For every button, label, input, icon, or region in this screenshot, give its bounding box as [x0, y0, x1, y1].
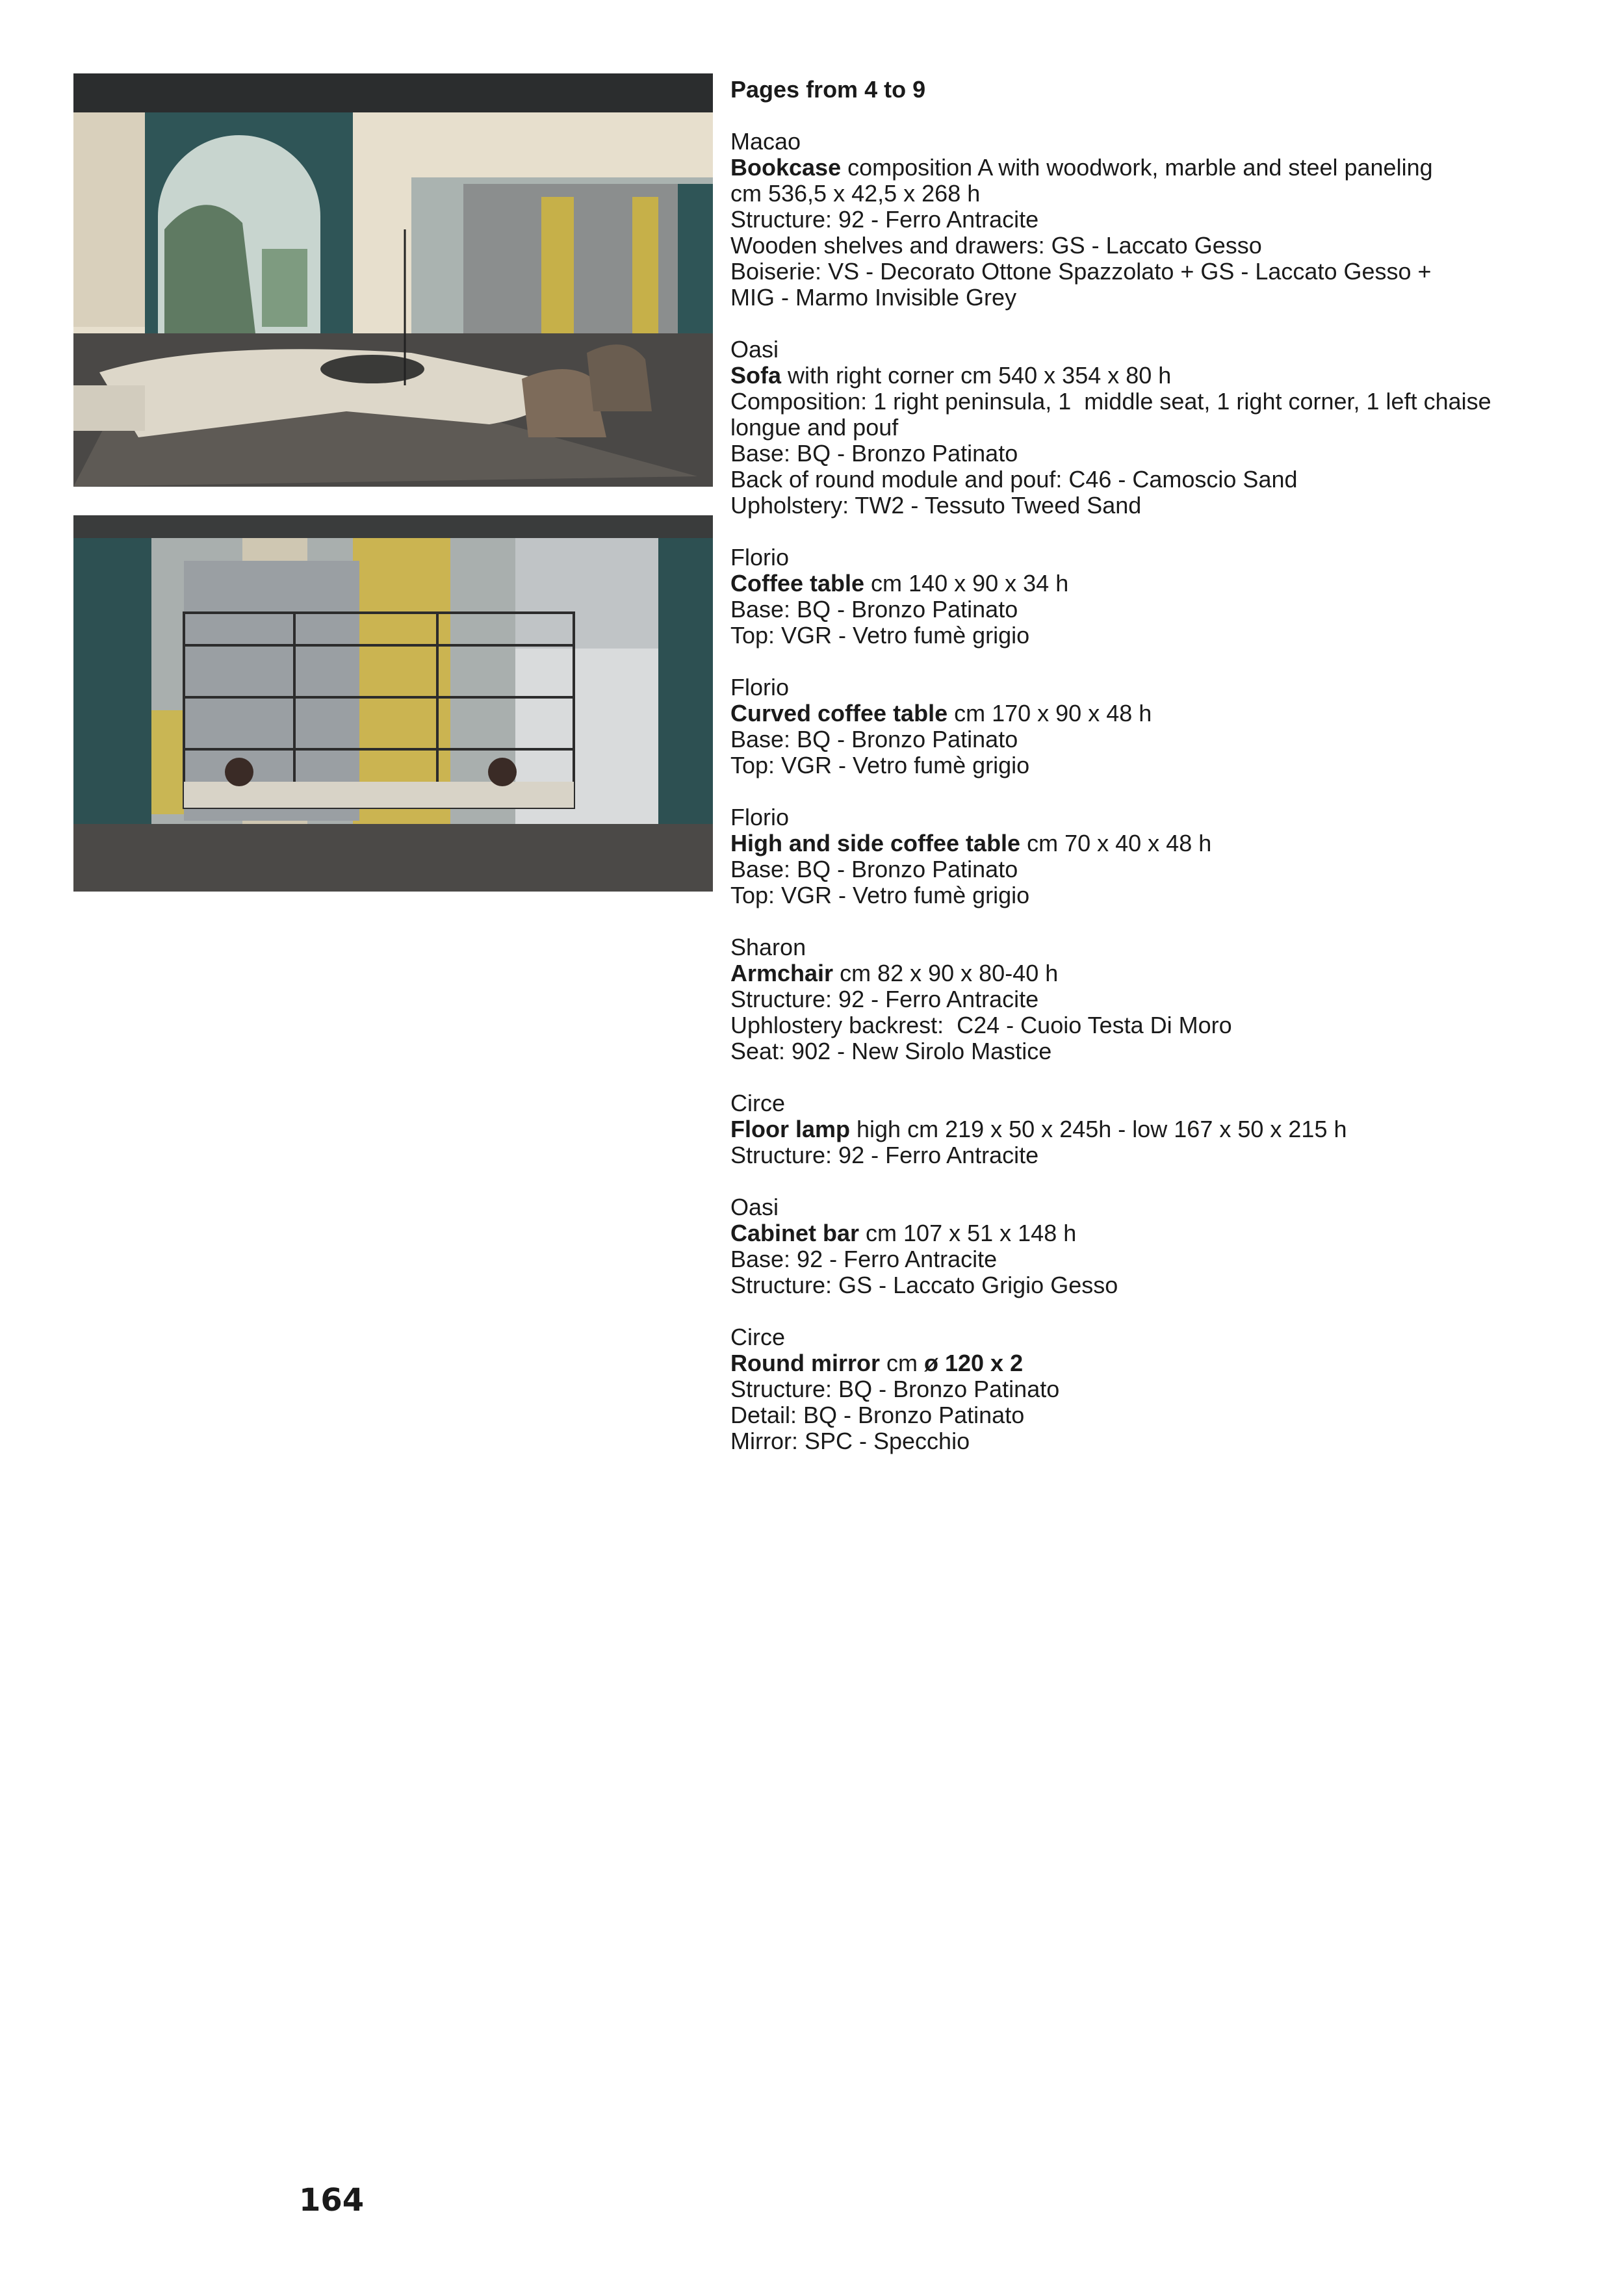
- product-entry: [730, 1194, 1588, 1298]
- product-name-line: [730, 960, 1588, 986]
- product-entry: [730, 1090, 1588, 1168]
- spec-line: Base: BQ - Bronzo Patinato: [730, 856, 1018, 882]
- product-dimensions-bold: ø 120 x 2: [924, 1350, 1024, 1376]
- product-list: [730, 129, 1588, 1454]
- spec-line: Structure: BQ - Bronzo Patinato: [730, 1376, 1060, 1402]
- bookcase-photo: [73, 515, 713, 892]
- spec-line: cm 536,5 x 42,5 x 268 h: [730, 180, 981, 207]
- product-name: Bookcase: [730, 154, 842, 181]
- bookcase-illustration: [73, 515, 713, 892]
- section-heading: Pages from 4 to 9: [730, 76, 926, 103]
- product-name-line: [730, 363, 1588, 389]
- product-entry: [730, 337, 1588, 519]
- spec-line: Wooden shelves and drawers: GS - Laccato Gesso: [730, 232, 1262, 259]
- product-name-line: [730, 1116, 1588, 1142]
- product-entry: [730, 1324, 1588, 1454]
- product-name-line: [730, 830, 1588, 856]
- product-dimensions: high cm 219 x 50 x 245h - low 167 x 50 x 215 h: [850, 1116, 1347, 1142]
- product-name: Coffee table: [730, 570, 865, 597]
- spec-line: Base: BQ - Bronzo Patinato: [730, 440, 1018, 467]
- spec-line: Mirror: SPC - Specchio: [730, 1428, 970, 1454]
- spec-line: Top: VGR - Vetro fumè grigio: [730, 752, 1030, 778]
- product-dimensions: cm 170 x 90 x 48 h: [947, 700, 1152, 726]
- product-name-line: [730, 1350, 1588, 1376]
- collection-name: Florio: [730, 674, 790, 701]
- product-details: [730, 77, 1588, 1480]
- product-name: Round mirror: [730, 1350, 880, 1376]
- product-entry: [730, 129, 1588, 311]
- spec-line: Composition: 1 right peninsula, 1 middle seat, 1 right corner, 1 left chaise: [730, 388, 1491, 415]
- product-name: Cabinet bar: [730, 1220, 860, 1246]
- product-entry: [730, 804, 1588, 908]
- living-room-photo: [73, 73, 713, 487]
- product-entry: [730, 545, 1588, 649]
- product-name-line: [730, 1220, 1588, 1246]
- product-entry: [730, 934, 1588, 1064]
- product-name: Floor lamp: [730, 1116, 851, 1142]
- spec-line: MIG - Marmo Invisible Grey: [730, 284, 1017, 311]
- collection-name: Florio: [730, 544, 790, 571]
- spec-line: Upholstery: TW2 - Tessuto Tweed Sand: [730, 492, 1142, 519]
- spec-line: Base: BQ - Bronzo Patinato: [730, 596, 1018, 623]
- spec-line: Base: BQ - Bronzo Patinato: [730, 726, 1018, 752]
- spec-line: Detail: BQ - Bronzo Patinato: [730, 1402, 1025, 1428]
- product-name: Armchair: [730, 960, 834, 986]
- product-dimensions: cm: [880, 1350, 924, 1376]
- product-dimensions: cm 82 x 90 x 80-40 h: [833, 960, 1059, 986]
- collection-name: Oasi: [730, 336, 779, 363]
- collection-name: Oasi: [730, 1194, 779, 1220]
- page-number: 164: [299, 2182, 365, 2218]
- product-dimensions: cm 107 x 51 x 148 h: [859, 1220, 1077, 1246]
- collection-name: Circe: [730, 1324, 786, 1350]
- spec-line: Back of round module and pouf: C46 - Camoscio Sand: [730, 466, 1298, 493]
- collection-name: Circe: [730, 1090, 786, 1116]
- spec-line: longue and pouf: [730, 414, 899, 441]
- spec-line: Top: VGR - Vetro fumè grigio: [730, 882, 1030, 908]
- spec-line: Base: 92 - Ferro Antracite: [730, 1246, 998, 1272]
- product-name: Sofa: [730, 362, 782, 389]
- collection-name: Macao: [730, 128, 801, 155]
- spec-line: Structure: 92 - Ferro Antracite: [730, 986, 1039, 1012]
- product-name-line: [730, 155, 1588, 181]
- product-dimensions: composition A with woodwork, marble and steel paneling: [841, 154, 1433, 181]
- spec-line: Boiserie: VS - Decorato Ottone Spazzolato + GS - Laccato Gesso +: [730, 258, 1432, 285]
- product-name: Curved coffee table: [730, 700, 948, 726]
- product-name-line: [730, 571, 1588, 597]
- product-dimensions: with right corner cm 540 x 354 x 80 h: [781, 362, 1172, 389]
- spec-line: Structure: GS - Laccato Grigio Gesso: [730, 1272, 1118, 1298]
- collection-name: Sharon: [730, 934, 806, 960]
- product-name-line: [730, 701, 1588, 726]
- product-entry: [730, 675, 1588, 778]
- spec-line: Top: VGR - Vetro fumè grigio: [730, 622, 1030, 649]
- spec-line: Seat: 902 - New Sirolo Mastice: [730, 1038, 1052, 1064]
- collection-name: Florio: [730, 804, 790, 830]
- living-room-illustration: [73, 73, 713, 487]
- product-name: High and side coffee table: [730, 830, 1021, 856]
- product-dimensions: cm 70 x 40 x 48 h: [1020, 830, 1212, 856]
- product-dimensions: cm 140 x 90 x 34 h: [864, 570, 1069, 597]
- spec-line: Structure: 92 - Ferro Antracite: [730, 1142, 1039, 1168]
- spec-line: Structure: 92 - Ferro Antracite: [730, 206, 1039, 233]
- spec-line: Uphlostery backrest: C24 - Cuoio Testa Di Moro: [730, 1012, 1232, 1038]
